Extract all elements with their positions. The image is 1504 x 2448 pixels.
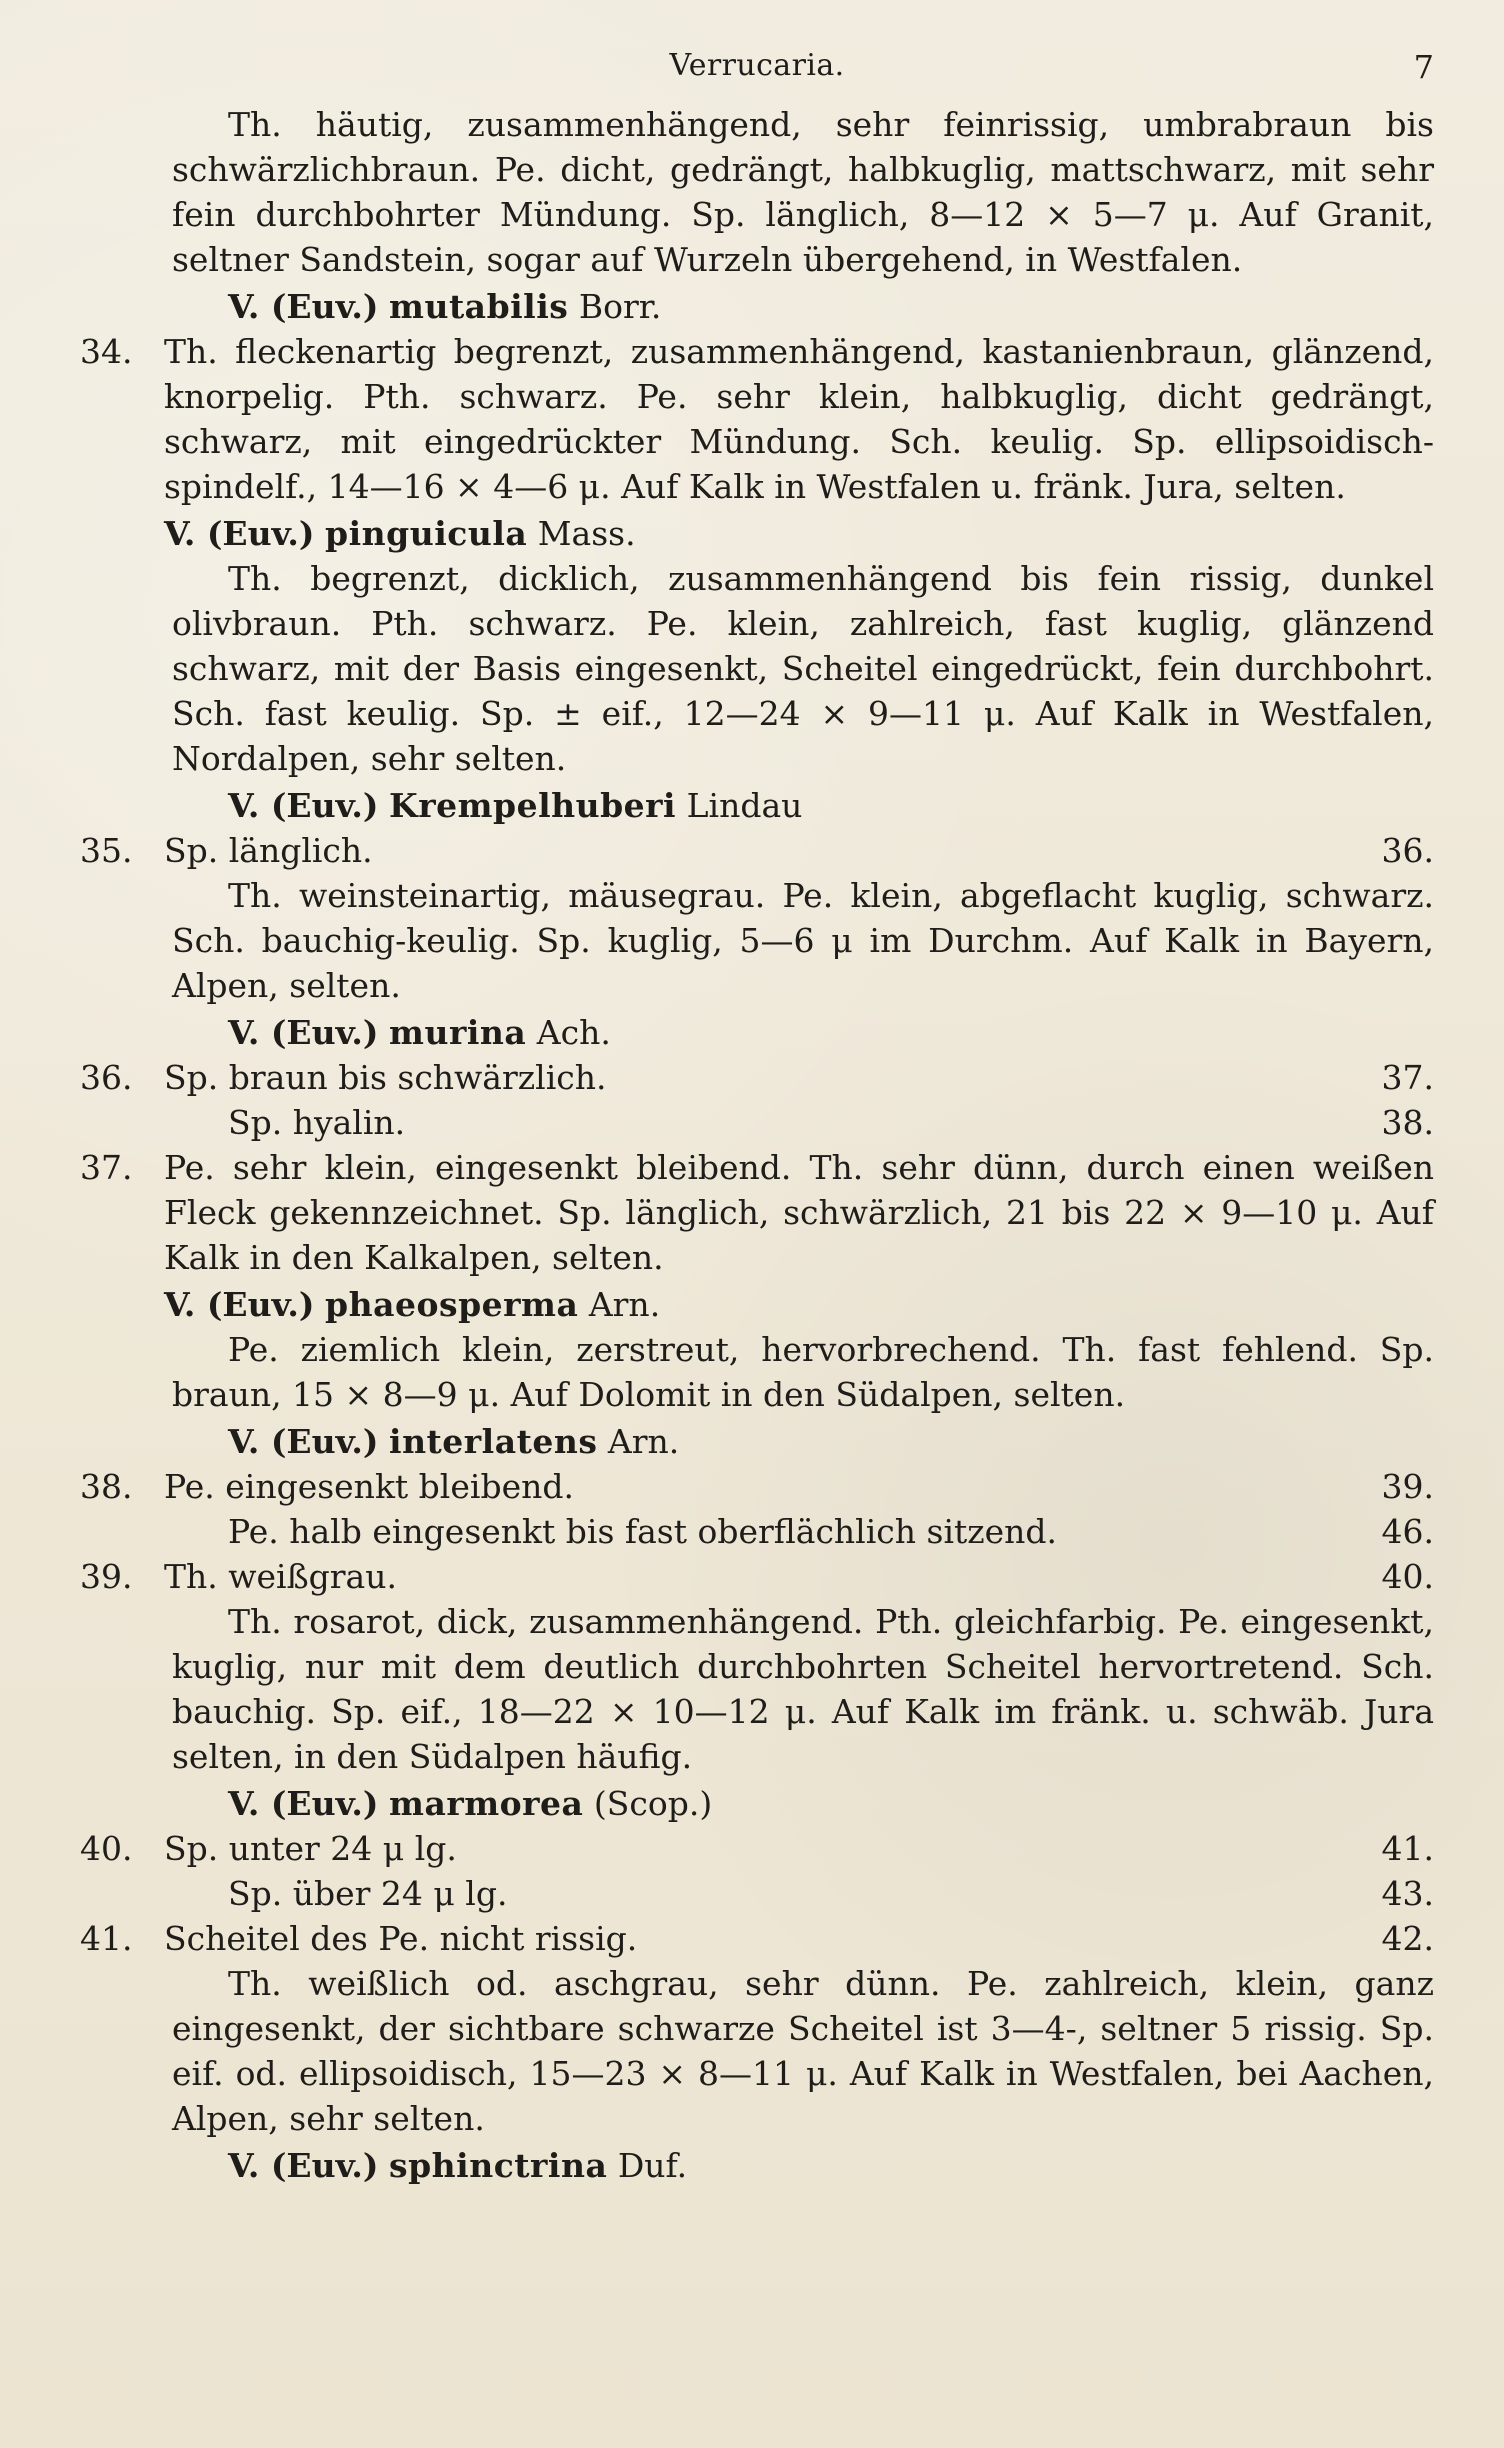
key-entry-35 xyxy=(80,828,1434,873)
species-author: (Scop.) xyxy=(593,1784,713,1823)
key-entry-34 xyxy=(80,329,1434,556)
species-genus: V. (Euv.) xyxy=(228,287,379,326)
entry-number: 40. xyxy=(80,1829,133,1868)
page-number: 7 xyxy=(1413,48,1434,86)
species-line xyxy=(172,1419,1434,1464)
key-entry-37 xyxy=(80,1145,1434,1327)
key-entries xyxy=(80,102,1434,2188)
entry-text: Pe. eingesenkt bleibend. xyxy=(164,1467,574,1506)
entry-reference: 39. xyxy=(1381,1467,1434,1506)
species-author: Borr. xyxy=(578,287,662,326)
entry-reference: 46. xyxy=(1381,1512,1434,1551)
entry-number: 36. xyxy=(80,1058,133,1097)
key-entry-krempelhuberi xyxy=(80,556,1434,828)
species-line xyxy=(172,1010,1434,1055)
key-entry-40 xyxy=(80,1826,1434,1871)
species-genus: V. (Euv.) xyxy=(228,786,379,825)
key-entry-38-alt xyxy=(80,1509,1434,1554)
species-name: Krempelhuberi xyxy=(389,786,677,825)
species-line xyxy=(172,2143,1434,2188)
entry-text: Th. weißlich od. aschgrau, sehr dünn. Pe. zahlreich, klein, ganz eingesenkt, der sichtbare schwarze Scheitel ist 3—4-, seltner 5 rissig. Sp. eif. od. ellipsoidisch, 15—23 × 8—11 μ. Auf Kalk in Westfalen, bei Aachen, Alpen, sehr selten. xyxy=(172,1964,1434,2138)
entry-number: 38. xyxy=(80,1467,133,1506)
species-name: murina xyxy=(389,1013,527,1052)
species-author: Mass. xyxy=(537,514,636,553)
key-entry-36-alt xyxy=(80,1100,1434,1145)
entry-text: Th. häutig, zusammenhängend, sehr feinrissig, umbrabraun bis schwärzlichbraun. Pe. dicht, gedrängt, halbkuglig, mattschwarz, mit sehr fein durchbohrter Mündung. Sp. länglich, 8—12 × 5—7 μ. Auf Granit, seltner Sandstein, sogar auf Wurzeln übergehend, in Westfalen. xyxy=(172,105,1434,279)
key-entry-sphinctrina xyxy=(80,1961,1434,2188)
species-genus: V. (Euv.) xyxy=(228,1013,379,1052)
species-genus: V. (Euv.) xyxy=(164,514,315,553)
species-author: Arn. xyxy=(607,1422,680,1461)
entry-number: 39. xyxy=(80,1557,133,1596)
entry-text: Th. weißgrau. xyxy=(164,1557,397,1596)
species-name: sphinctrina xyxy=(389,2146,608,2185)
entry-text: Th. weinsteinartig, mäusegrau. Pe. klein, abgeflacht kuglig, schwarz. Sch. bauchig-keulig. Sp. kuglig, 5—6 μ im Durchm. Auf Kalk in Bayern, Alpen, selten. xyxy=(172,876,1434,1005)
entry-text: Pe. ziemlich klein, zerstreut, hervorbrechend. Th. fast fehlend. Sp. braun, 15 × 8—9 μ. Auf Dolomit in den Südalpen, selten. xyxy=(172,1330,1434,1414)
species-name: phaeosperma xyxy=(325,1285,579,1324)
entry-text: Th. rosarot, dick, zusammenhängend. Pth. gleichfarbig. Pe. eingesenkt, kuglig, nur mit dem deutlich durchbohrten Scheitel hervortretend. Sch. bauchig. Sp. eif., 18—22 × 10—12 μ. Auf Kalk im fränk. u. schwäb. Jura selten, in den Südalpen häufig. xyxy=(172,1602,1434,1776)
entry-text: Sp. über 24 μ lg. xyxy=(228,1874,508,1913)
entry-text: Pe. halb eingesenkt bis fast oberflächlich sitzend. xyxy=(228,1512,1058,1551)
entry-number: 41. xyxy=(80,1919,133,1958)
species-genus: V. (Euv.) xyxy=(164,1285,315,1324)
entry-reference: 36. xyxy=(1381,831,1434,870)
species-author: Duf. xyxy=(617,2146,688,2185)
key-entry-36 xyxy=(80,1055,1434,1100)
entry-reference: 43. xyxy=(1381,1874,1434,1913)
entry-text: Sp. hyalin. xyxy=(228,1103,406,1142)
species-author: Arn. xyxy=(588,1285,661,1324)
species-line xyxy=(172,783,1434,828)
entry-text: Sp. unter 24 μ lg. xyxy=(164,1829,457,1868)
entry-number: 34. xyxy=(80,332,133,371)
species-line xyxy=(164,511,1434,556)
key-entry-40-alt xyxy=(80,1871,1434,1916)
species-author: Lindau xyxy=(686,786,803,825)
species-genus: V. (Euv.) xyxy=(228,1784,379,1823)
entry-number: 35. xyxy=(80,831,133,870)
species-name: marmorea xyxy=(389,1784,584,1823)
entry-number: 37. xyxy=(80,1148,133,1187)
species-name: pinguicula xyxy=(325,514,528,553)
key-entry-interlatens xyxy=(80,1327,1434,1464)
running-title: Verrucaria. xyxy=(669,48,845,83)
entry-text: Th. begrenzt, dicklich, zusammenhängend bis fein rissig, dunkel olivbraun. Pth. schwarz. Pe. klein, zahlreich, fast kuglig, glänzend schwarz, mit der Basis eingesenkt, Scheitel eingedrückt, fein durchbohrt. Sch. fast keulig. Sp. ± eif., 12—24 × 9—11 μ. Auf Kalk in Westfalen, Nordalpen, sehr selten. xyxy=(172,559,1434,778)
entry-text: Pe. sehr klein, eingesenkt bleibend. Th. sehr dünn, durch einen weißen Fleck gekennzeichnet. Sp. länglich, schwärzlich, 21 bis 22 × 9—10 μ. Auf Kalk in den Kalkalpen, selten. xyxy=(164,1148,1434,1277)
species-author: Ach. xyxy=(536,1013,611,1052)
key-entry-39 xyxy=(80,1554,1434,1599)
species-name: interlatens xyxy=(389,1422,598,1461)
page-header xyxy=(80,48,1434,92)
species-genus: V. (Euv.) xyxy=(228,2146,379,2185)
entry-text: Scheitel des Pe. nicht rissig. xyxy=(164,1919,638,1958)
species-genus: V. (Euv.) xyxy=(228,1422,379,1461)
species-line xyxy=(164,1282,1434,1327)
entry-reference: 41. xyxy=(1381,1829,1434,1868)
species-name: mutabilis xyxy=(389,287,569,326)
entry-text: Sp. braun bis schwärzlich. xyxy=(164,1058,607,1097)
key-entry-41 xyxy=(80,1916,1434,1961)
key-entry-38 xyxy=(80,1464,1434,1509)
species-line xyxy=(172,1781,1434,1826)
entry-text: Th. fleckenartig begrenzt, zusammenhängend, kastanienbraun, glänzend, knorpelig. Pth. schwarz. Pe. sehr klein, halbkuglig, dicht gedrängt, schwarz, mit eingedrückter Mündung. Sch. keulig. Sp. ellipsoidisch-spindelf., 14—16 × 4—6 μ. Auf Kalk in Westfalen u. fränk. Jura, selten. xyxy=(164,332,1434,506)
key-entry-mutabilis xyxy=(80,102,1434,329)
entry-reference: 42. xyxy=(1381,1919,1434,1958)
entry-reference: 40. xyxy=(1381,1557,1434,1596)
entry-text: Sp. länglich. xyxy=(164,831,373,870)
entry-reference: 38. xyxy=(1381,1103,1434,1142)
entry-reference: 37. xyxy=(1381,1058,1434,1097)
key-entry-murina xyxy=(80,873,1434,1055)
key-entry-marmorea xyxy=(80,1599,1434,1826)
species-line xyxy=(172,284,1434,329)
